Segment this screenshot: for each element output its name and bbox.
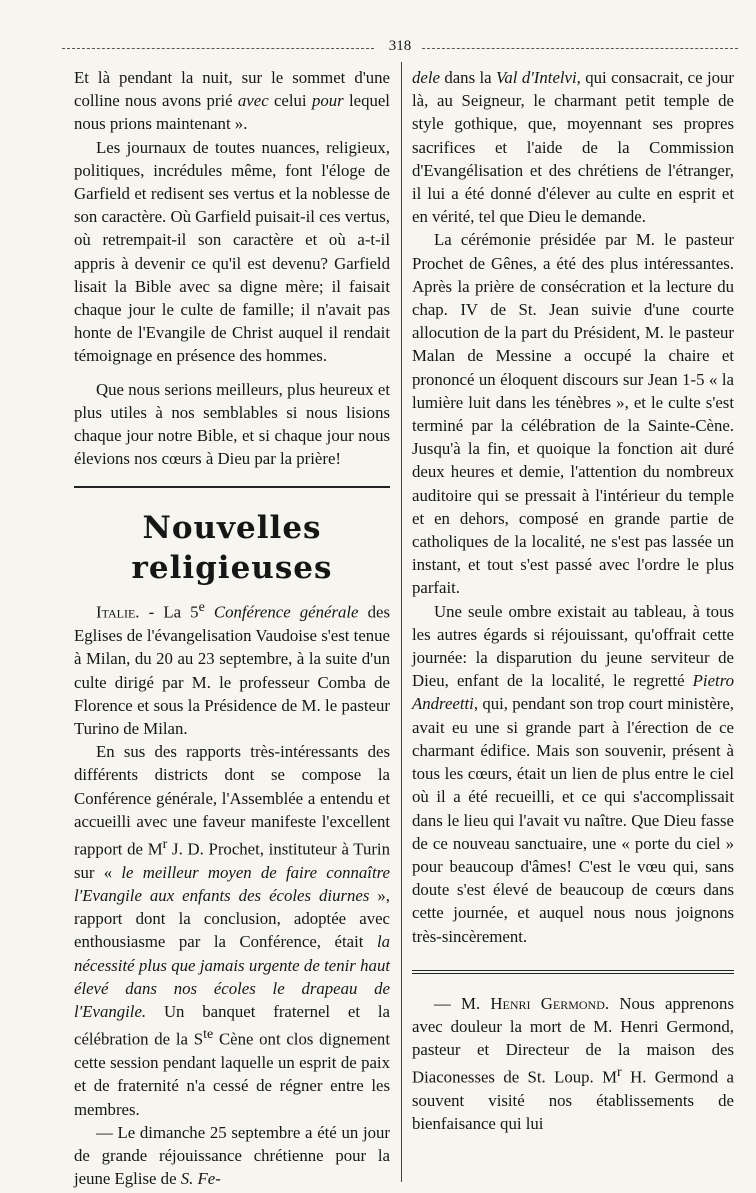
paragraph: Que nous serions meilleurs, plus heureux et plus utiles à nos semblables si nous lisions chaque jour notre Bible, et si chaque jour nous élevions nos cœurs à Dieu par la prière! bbox=[74, 379, 390, 469]
column-divider bbox=[401, 62, 402, 1182]
page-header bbox=[62, 38, 738, 58]
paragraph: Et là pendant la nuit, sur le sommet d'une colline nous avons prié avec celui pour lequel nous prions maintenant ». bbox=[74, 68, 390, 134]
section-title: Nouvelles religieuses bbox=[131, 510, 333, 587]
paragraph: Une seule ombre existait au tableau, à tous les autres égards si réjouissant, qu'offrait cette journée: la disparution du jeune serviteur de Dieu, enfant de la localité, le regretté Pietro Andreetti, qui, pendant son trop court ministère, avait eu une si grande part à l'érection de ce charmant édifice. Mais son souvenir, présent à tous les cœurs, était un lien de plus entre le ciel où il a été recueilli, et ce qui s'accomplissait dans le lieu qui l'avait vu naître. Que Dieu fasse de ce nouveau sanctuaire, une « porte du ciel » pour beaucoup d'âmes! C'est le vœu qui, sans doute s'est élevé de beaucoup de cœurs dans cette journée, et auquel nous nous joignons très-sincèrement. bbox=[412, 601, 734, 946]
paragraph: En sus des rapports très-intéressants des différents districts dont se compose la Conférence générale, l'Assemblée a entendu et accueilli avec une faveur manifeste l'excellent rapport de $M^r$ J. D. Prochet, instituteur à Turin sur « le meilleur moyen de faire connaître l'Evangile aux enfants des écoles diurnes », rapport dont la conclusion, adoptée avec enthousiasme par la Conférence, était la nécessité plus que jamais urgente de tenir haut élevé dans nos écoles le drapeau de l'Evangile. Un banquet fraternel et la célébration de la $S^{te}$ Cène ont clos dignement cette session pendant laquelle un esprit de paix et de fraternité n'a cessé de régner entre les membres. bbox=[74, 742, 390, 1119]
header-rule-right bbox=[422, 48, 738, 49]
paragraph: La cérémonie présidée par M. le pasteur Prochet de Gênes, a été des plus intéressantes. Après la prière de consécration et la lecture du chap. IV de St. Jean suivie d'une courte allocution de la part du Président, M. le pasteur Malan de Messine a occupé la chaire et prononcé un éloquent discours sur Jean 1-5 « la lumière luit dans les ténèbres », et le culte s'est terminé par la célébration de la Sainte-Cène. Jusqu'à la fin, et quoique la fonction ait duré deux heures et demie, l'attention du nombreux auditoire qui se pressait à l'intérieur du temple et en dehors, composé en grande partie de catholiques de la localité, ne s'est pas lassée un instant, et tout s'est passé avec l'ordre le plus parfait. bbox=[412, 230, 734, 598]
paragraph: — Le dimanche 25 septembre a été un jour de grande réjouissance chrétienne pour la jeune Eglise de S. Fe- bbox=[74, 1122, 390, 1189]
page-number: 318 bbox=[388, 38, 412, 54]
left-column bbox=[74, 66, 390, 1190]
right-column bbox=[412, 66, 734, 1136]
section-rule bbox=[412, 970, 734, 974]
section-rule bbox=[74, 486, 390, 488]
paragraph: Les journaux de toutes nuances, religieux, politiques, incrédules même, font l'éloge de Garfield et redisent ses vertus et la noblesse de son caractère. Où Garfield puisait-il ces vertus, où retrempait-il son caractère et où a-t-il appris à devenir ce qu'il est devenu? Garfield lisait la Bible avec sa digne mère; il faisait chaque jour le culte de famille; il n'avait pas honte de l'Evangile de Christ auquel il rendait témoignage en présence des hommes. bbox=[74, 137, 390, 366]
paragraph: dele dans la Val d'Intelvi, qui consacrait, ce jour là, au Seigneur, le charmant petit temple de style gothique, que, moyennant ses propres sacrifices et l'aide de la Commission d'Evangélisation et des chrétiens de l'étranger, il lui a été donné d'élever au culte en esprit et en vérité, tel que Dieu le demande. bbox=[412, 68, 734, 227]
paragraph: — M. Henri Germond. Nous apprenons avec douleur la mort de M. Henri Germond, pasteur et Directeur de la maison des Diaconesses de St. Loup. $M^r$ H. Germond a souvent visité nos établissements de bienfaisance qui lui bbox=[412, 993, 734, 1134]
header-rule-left bbox=[62, 48, 374, 49]
paragraph: Italie. - La 5e Conférence générale des Eglises de l'évangelisation Vaudoise s'est tenue à Milan, du 20 au 23 septembre, à la suite d'un culte dirigé par M. le professeur Comba de Florence et sous la Présidence de M. le pasteur Turino de Milan. bbox=[74, 600, 391, 739]
